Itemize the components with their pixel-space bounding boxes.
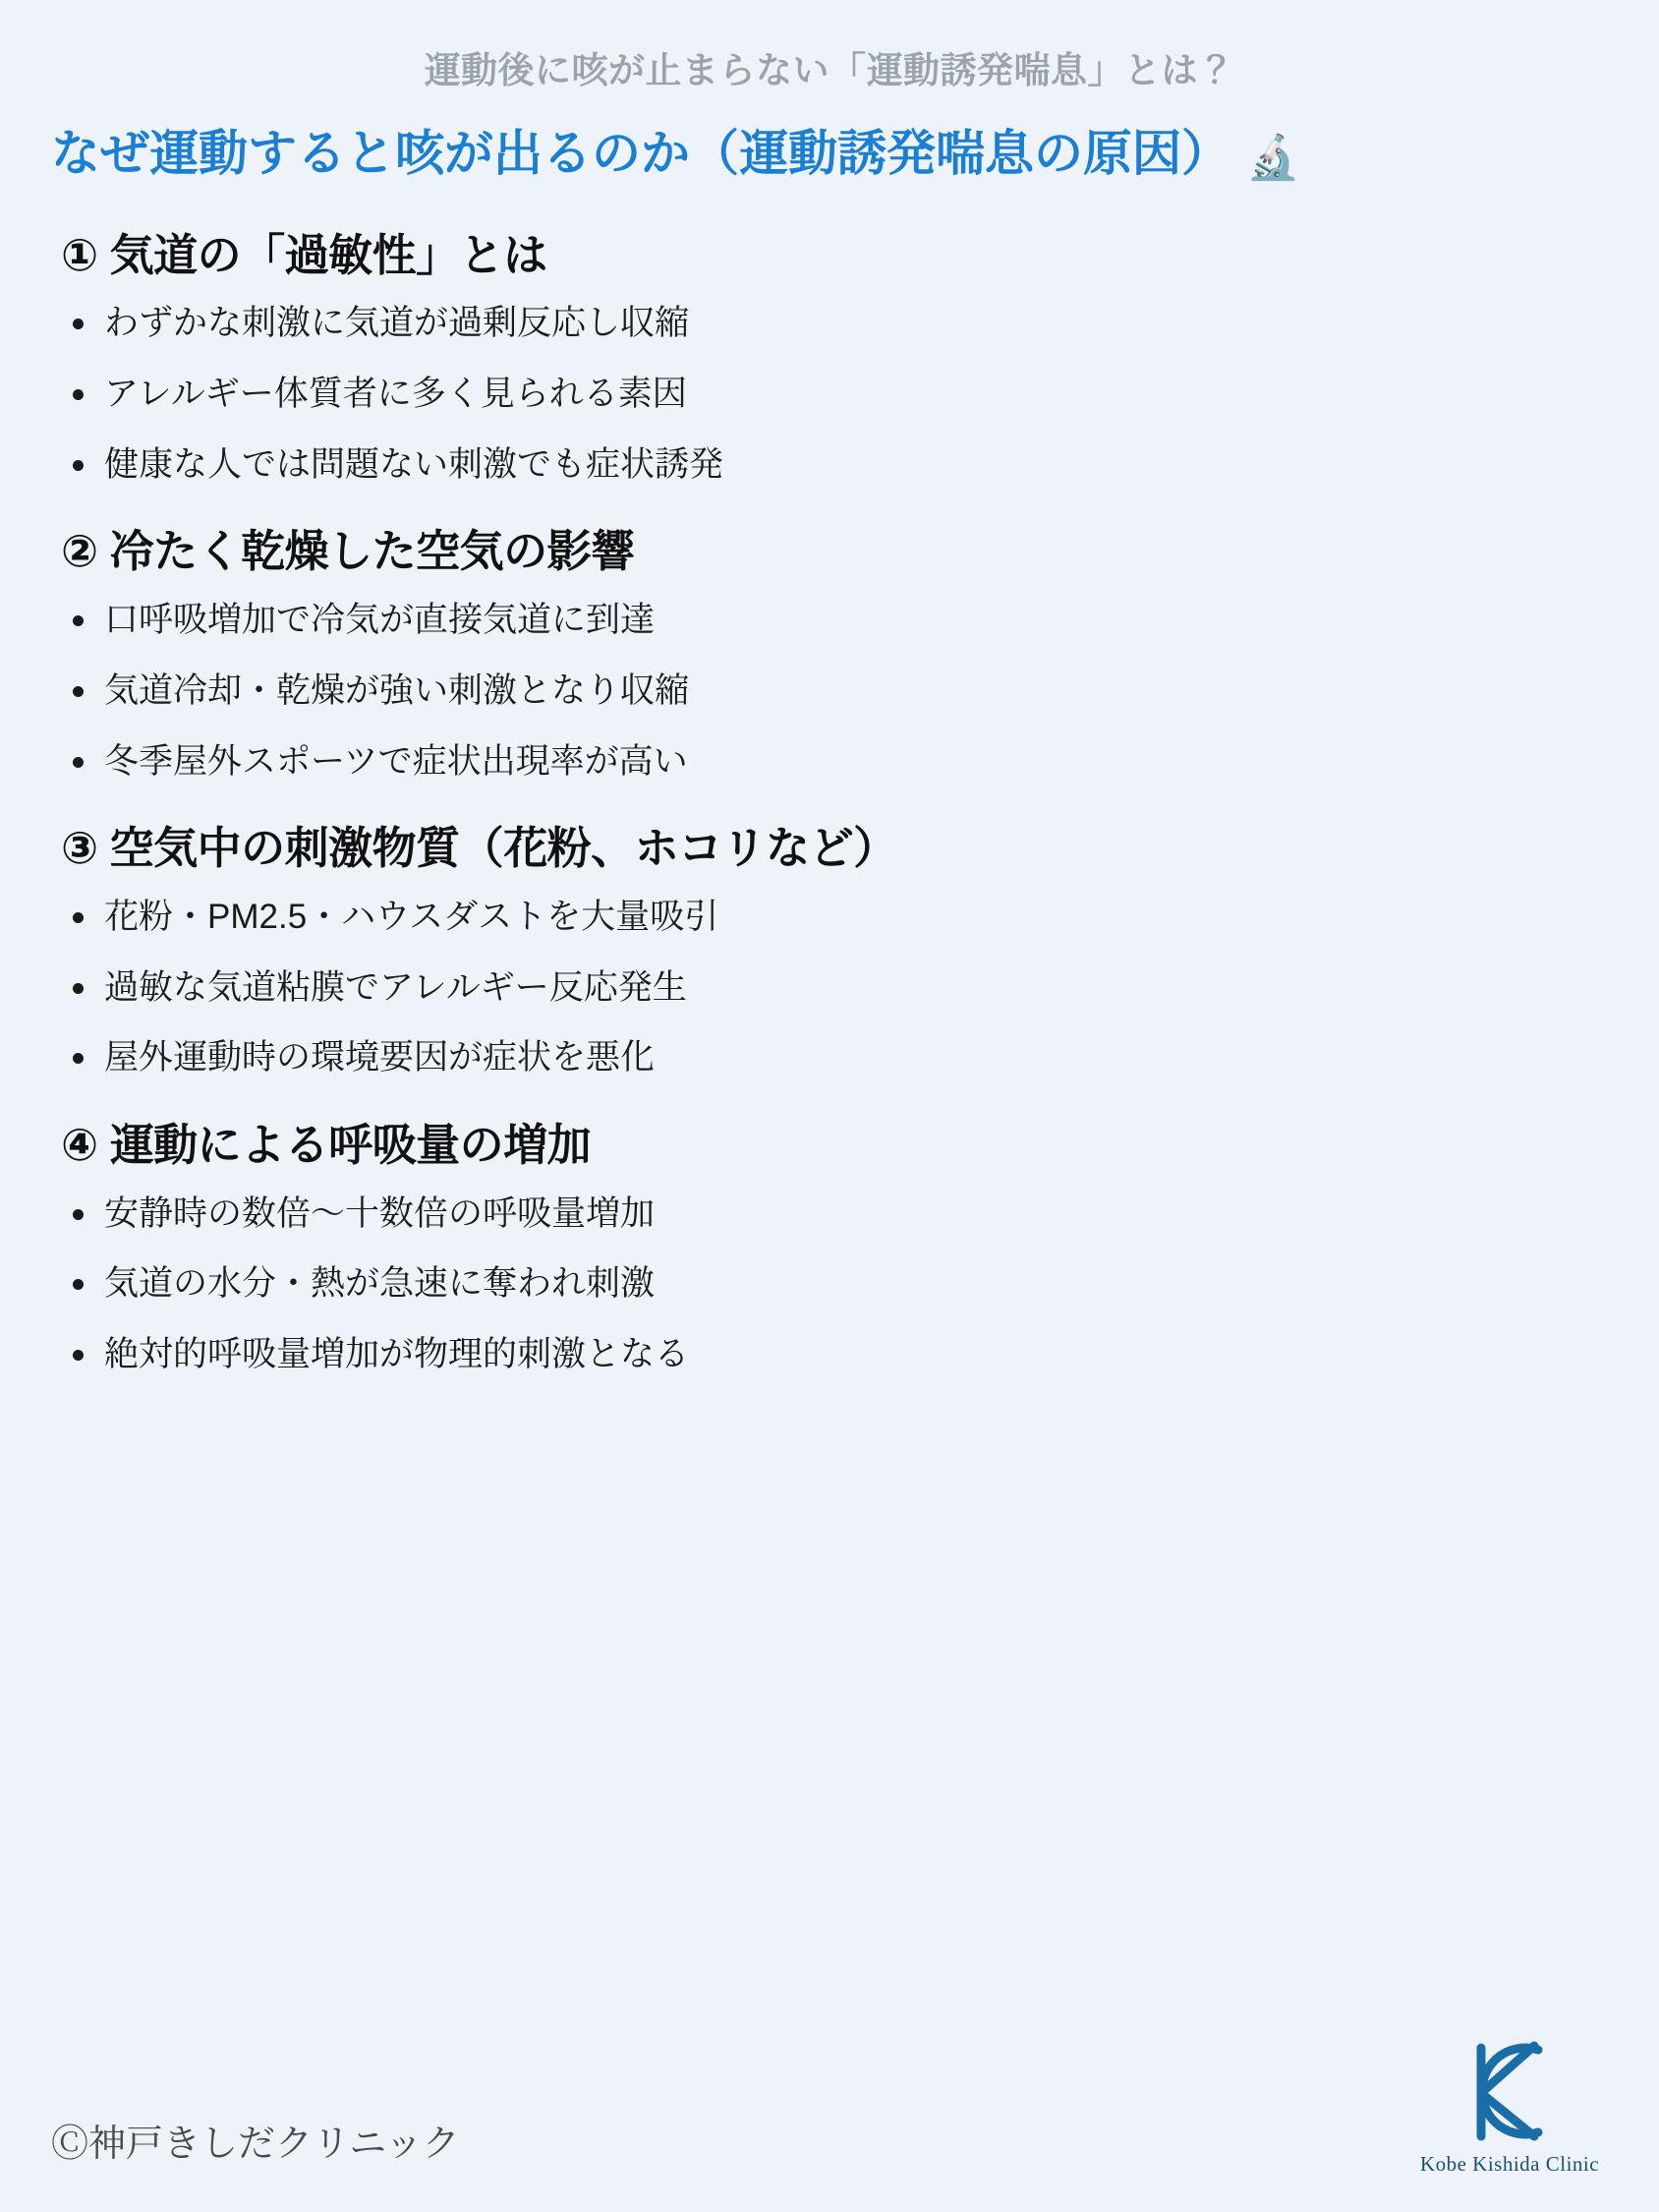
- section-4-title: ④ 運動による呼吸量の増加: [61, 1120, 592, 1171]
- copyright-text: Ⓒ神戸きしだクリニック: [51, 2124, 460, 2165]
- section-4: [51, 1116, 1608, 1379]
- list-item: 健康な人では問題ない刺激でも症状誘発: [51, 440, 1608, 490]
- section-2-list: [51, 596, 1608, 786]
- page-title-text: なぜ運動すると咳が出るのか（運動誘発喘息の原因）: [51, 126, 1230, 182]
- section-1-list: [51, 299, 1608, 489]
- list-item: 気道冷却・乾燥が強い刺激となり収縮: [51, 667, 1608, 716]
- clinic-logo: [1411, 2034, 1608, 2177]
- section-4-list: [51, 1190, 1608, 1379]
- list-item: 花粉・PM2.5・ハウスダストを大量吸引: [51, 893, 1608, 942]
- page-title: [51, 116, 1608, 193]
- page-header-title: 運動後に咳が止まらない「運動誘発喘息」とは？: [424, 50, 1235, 90]
- list-item: 絶対的呼吸量増加が物理的刺激となる: [51, 1330, 1608, 1379]
- section-1: [51, 226, 1608, 490]
- list-item: 冬季屋外スポーツで症状出現率が高い: [51, 737, 1608, 786]
- list-item: わずかな刺激に気道が過剰反応し収縮: [51, 299, 1608, 348]
- section-3-title: ③ 空気中の刺激物質（花粉、ホコリなど）: [61, 823, 897, 874]
- list-item: 屋外運動時の環境要因が症状を悪化: [51, 1033, 1608, 1082]
- list-item: アレルギー体質者に多く見られる素因: [51, 370, 1608, 419]
- clinic-logo-name: Kobe Kishida Clinic: [1419, 2152, 1600, 2176]
- section-1-title: ① 気道の「過敏性」とは: [61, 229, 547, 280]
- microscope-icon: 🔬: [1246, 134, 1300, 183]
- section-3: [51, 819, 1608, 1082]
- section-2-title: ② 冷たく乾燥した空気の影響: [61, 526, 635, 577]
- list-item: 過敏な気道粘膜でアレルギー反応発生: [51, 963, 1608, 1013]
- clinic-logo-icon: [1436, 2034, 1583, 2150]
- section-2: [51, 522, 1608, 786]
- section-3-list: [51, 893, 1608, 1082]
- list-item: 気道の水分・熱が急速に奪われ刺激: [51, 1259, 1608, 1309]
- list-item: 安静時の数倍〜十数倍の呼吸量増加: [51, 1190, 1608, 1239]
- list-item: 口呼吸増加で冷気が直接気道に到達: [51, 596, 1608, 645]
